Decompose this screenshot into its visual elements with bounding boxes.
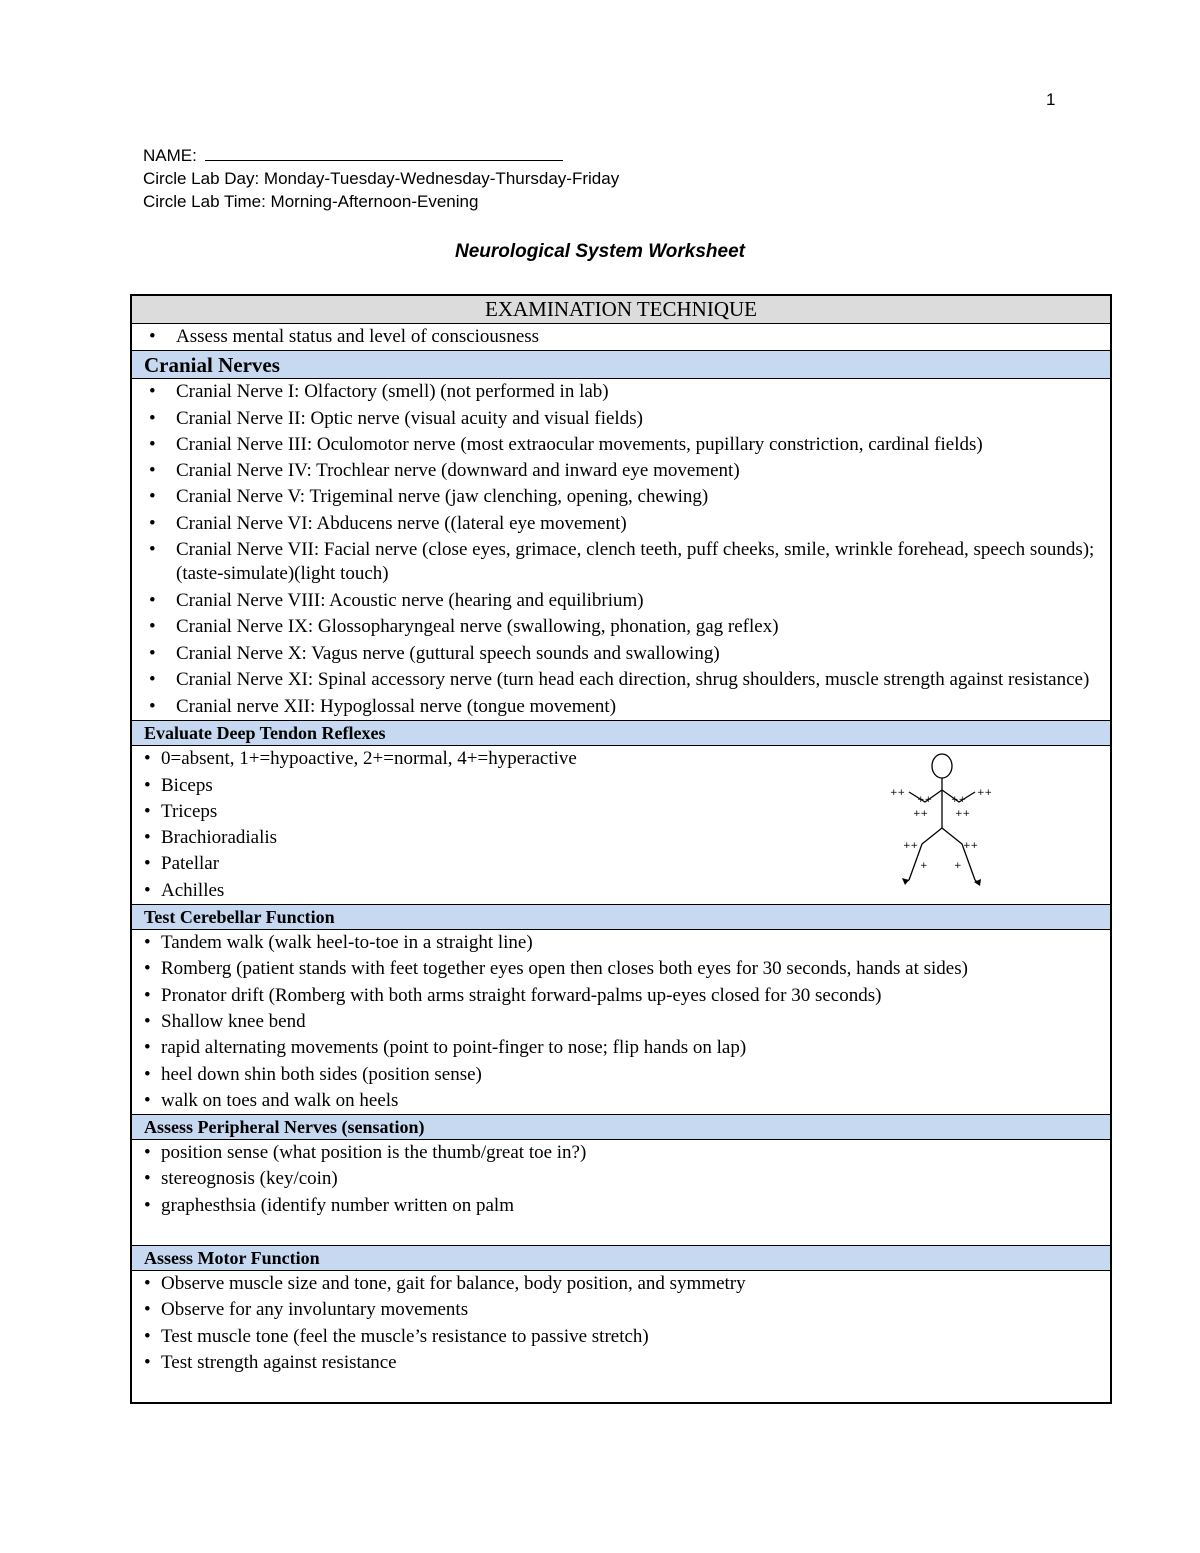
list-item: • Cranial Nerve IX: Glossopharyngeal nerve (swallowing, phonation, gag reflex) xyxy=(132,614,1110,640)
cranial-nerves-list xyxy=(132,379,1110,720)
list-item: • Patellar xyxy=(132,851,1110,877)
table-heading: EXAMINATION TECHNIQUE xyxy=(132,296,1110,324)
label-knee-right: ++ xyxy=(963,841,979,852)
name-label: NAME: xyxy=(143,146,197,165)
list-item: • Test muscle tone (feel the muscle’s resistance to passive stretch) xyxy=(132,1324,1110,1350)
label-ankle-left: + xyxy=(920,861,928,872)
page-number: 1 xyxy=(1046,90,1056,109)
label-knee-left: ++ xyxy=(903,841,919,852)
label-arm-right-inner: ++ xyxy=(951,795,967,806)
list-item: • Pronator drift (Romberg with both arms straight forward-palms up-eyes closed for 30 seconds) xyxy=(132,983,1110,1009)
list-item: • walk on toes and walk on heels xyxy=(132,1088,1110,1114)
reflex-stick-figure xyxy=(887,750,997,890)
list-item: • 0=absent, 1+=hypoactive, 2+=normal, 4+=hyperactive xyxy=(132,746,1110,772)
label-forearm-left: ++ xyxy=(913,809,929,820)
label-ankle-right: + xyxy=(954,861,962,872)
list-item: • Cranial Nerve VIII: Acoustic nerve (hearing and equilibrium) xyxy=(132,588,1110,614)
label-arm-left-outer: ++ xyxy=(890,788,906,799)
peripheral-nerves-list xyxy=(132,1140,1110,1245)
list-item: • Cranial Nerve IV: Trochlear nerve (downward and inward eye movement) xyxy=(132,458,1110,484)
section-heading-cranial-nerves: Cranial Nerves xyxy=(132,350,1110,379)
list-item: • Cranial Nerve V: Trigeminal nerve (jaw clenching, opening, chewing) xyxy=(132,484,1110,510)
list-item: • rapid alternating movements (point to point-finger to nose; flip hands on lap) xyxy=(132,1035,1110,1061)
examination-table xyxy=(130,294,1112,1404)
section-heading-cerebellar-function: Test Cerebellar Function xyxy=(132,904,1110,930)
left-foot-arrow xyxy=(902,878,909,885)
list-item: • Achilles xyxy=(132,878,1110,904)
motor-function-list xyxy=(132,1271,1110,1402)
list-item: • stereognosis (key/coin) xyxy=(132,1166,1110,1192)
list-item: • Assess mental status and level of consciousness xyxy=(132,324,1110,350)
list-item: • Cranial Nerve III: Oculomotor nerve (most extraocular movements, pupillary constriction, cardinal fields) xyxy=(132,432,1110,458)
list-item: • Cranial Nerve II: Optic nerve (visual acuity and visual fields) xyxy=(132,406,1110,432)
section-heading-peripheral-nerves: Assess Peripheral Nerves (sensation) xyxy=(132,1114,1110,1140)
list-item: • position sense (what position is the thumb/great toe in?) xyxy=(132,1140,1110,1166)
lab-day-line: Circle Lab Day: Monday-Tuesday-Wednesday-Thursday-Friday xyxy=(143,169,620,188)
list-item: • Brachioradialis xyxy=(132,825,1110,851)
section-heading-deep-tendon-reflexes: Evaluate Deep Tendon Reflexes xyxy=(132,720,1110,746)
list-item: • heel down shin both sides (position sense) xyxy=(132,1062,1110,1088)
list-item: • Shallow knee bend xyxy=(132,1009,1110,1035)
list-item: • Cranial Nerve X: Vagus nerve (guttural speech sounds and swallowing) xyxy=(132,641,1110,667)
stick-figure-drawing xyxy=(887,750,997,890)
figure-left-leg xyxy=(909,828,942,880)
list-item: • Biceps xyxy=(132,773,1110,799)
lab-time-line: Circle Lab Time: Morning-Afternoon-Evening xyxy=(143,192,479,211)
list-item: • Cranial Nerve I: Olfactory (smell) (not performed in lab) xyxy=(132,379,1110,405)
list-item: • Triceps xyxy=(132,799,1110,825)
list-item: • Observe muscle size and tone, gait for balance, body position, and symmetry xyxy=(132,1271,1110,1297)
label-arm-right-outer: ++ xyxy=(977,788,993,799)
reflexes-body xyxy=(132,746,1110,904)
list-item: • Test strength against resistance xyxy=(132,1350,1110,1376)
label-forearm-right: ++ xyxy=(955,809,971,820)
figure-right-leg xyxy=(942,828,975,880)
name-blank-line xyxy=(205,145,563,161)
list-item: • Cranial Nerve VI: Abducens nerve ((lateral eye movement) xyxy=(132,511,1110,537)
cerebellar-list xyxy=(132,930,1110,1114)
label-arm-left-inner: ++ xyxy=(917,795,933,806)
header-block xyxy=(143,144,619,213)
intro-list xyxy=(132,324,1110,350)
list-item: • Observe for any involuntary movements xyxy=(132,1297,1110,1323)
list-item: • graphesthsia (identify number written on palm xyxy=(132,1193,1110,1219)
document-title: Neurological System Worksheet xyxy=(454,241,746,262)
list-item: • Romberg (patient stands with feet together eyes open then closes both eyes for 30 seconds, hands at sides) xyxy=(132,956,1110,982)
list-item: • Cranial Nerve VII: Facial nerve (close eyes, grimace, clench teeth, puff cheeks, smile, wrinkle forehead, speech sounds); (taste-simulate)(light touch) xyxy=(132,537,1110,588)
figure-head xyxy=(932,754,952,778)
list-item: • Cranial Nerve XI: Spinal accessory nerve (turn head each direction, shrug shoulders, muscle strength against resistance) xyxy=(132,667,1110,694)
section-heading-motor-function: Assess Motor Function xyxy=(132,1245,1110,1271)
list-item: • Cranial nerve XII: Hypoglossal nerve (tongue movement) xyxy=(132,694,1110,720)
list-item: • Tandem walk (walk heel-to-toe in a straight line) xyxy=(132,930,1110,956)
name-row xyxy=(143,144,619,167)
